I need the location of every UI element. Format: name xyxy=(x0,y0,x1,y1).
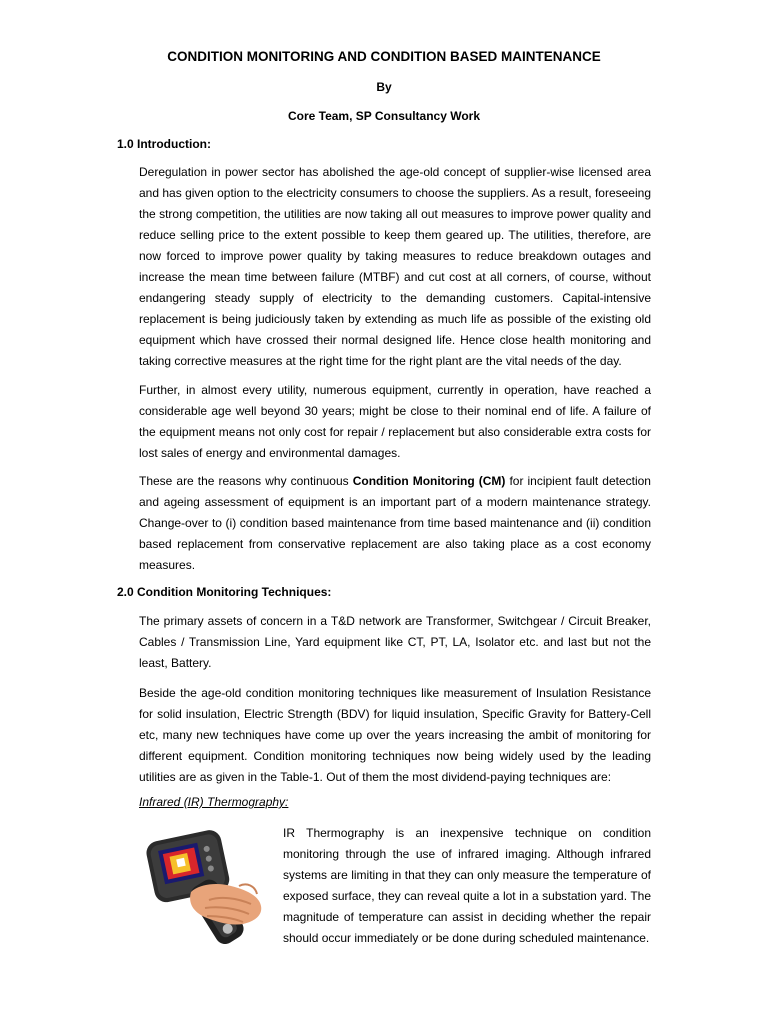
subsection-heading-ir-thermography: Infrared (IR) Thermography: xyxy=(139,795,289,809)
ir-thermography-paragraph: IR Thermography is an inexpensive technique on condition monitoring through the use of infrared imaging. Although infrared systems are limiting in that they can only measure the temperature of exposed surface, they can reveal quite a lot in a substation yard. The magnitude of temperature can assist in deciding whether the repair should occur immediately or be done during scheduled maintenance. xyxy=(283,826,651,945)
intro-paragraph-3 xyxy=(139,471,651,576)
techniques-paragraph-1: The primary assets of concern in a T&D network are Transformer, Switchgear / Circuit Breaker, Cables / Transmission Line, Yard equipment like CT, PT, LA, Isolator etc. and last but not the least, Battery. xyxy=(139,614,651,670)
section-heading-techniques: 2.0 Condition Monitoring Techniques: xyxy=(117,585,332,599)
section-heading-introduction: 1.0 Introduction: xyxy=(117,137,211,151)
byline-by: By xyxy=(376,80,392,94)
techniques-paragraph-2: Beside the age-old condition monitoring techniques like measurement of Insulation Resistance for solid insulation, Electric Strength (BDV) for liquid insulation, Specific Gravity for Battery-Cell etc, many new techniques have come up over the years increasing the ambit of monitoring for different equipment. Condition monitoring techniques now being widely used by the leading utilities are as given in the Table-1. Out of them the most dividend-paying techniques are: xyxy=(139,686,651,784)
thermal-camera-icon xyxy=(139,826,269,944)
intro-paragraph-3-before: These are the reasons why continuous xyxy=(139,474,353,488)
intro-paragraph-1: Deregulation in power sector has abolished the age-old concept of supplier-wise licensed area and has given option to the electricity consumers to choose the suppliers. As a result, foreseeing the strong competition, the utilities are now taking all out measures to improve power quality and reduce selling price to the extent possible to keep them geared up. The utilities, therefore, are now forced to improve power quality by taking measures to reduce breakdown outages and increase the mean time between failure (MTBF) and cut cost at all corners, of course, without endangering steady supply of electricity to the demanding customers. Capital-intensive replacement is being judiciously taken by extending as much life as possible of the existing old equipment which have crossed their normal designed life. Hence close health monitoring and taking corrective measures at the right time for the right plant are the vital needs of the day. xyxy=(139,165,651,368)
intro-paragraph-2: Further, in almost every utility, numerous equipment, currently in operation, have reached a considerable age well beyond 30 years; might be close to their nominal end of life. A failure of the equipment means not only cost for repair / replacement but also considerable extra costs for lost sales of energy and environmental damages. xyxy=(139,383,651,460)
intro-paragraph-3-after: for incipient fault detection and ageing assessment of equipment is an important part of a modern maintenance strategy. Change-over to (i) condition based maintenance from time based maintenance and (ii) condition based replacement from conservative replacement are also taking place as a cost economy measures. xyxy=(139,474,651,572)
document-title: CONDITION MONITORING AND CONDITION BASED MAINTENANCE xyxy=(167,49,601,64)
byline-author: Core Team, SP Consultancy Work xyxy=(287,109,481,123)
thermal-camera-image xyxy=(139,826,269,944)
intro-paragraph-3-bold-term: Condition Monitoring (CM) xyxy=(352,474,506,488)
